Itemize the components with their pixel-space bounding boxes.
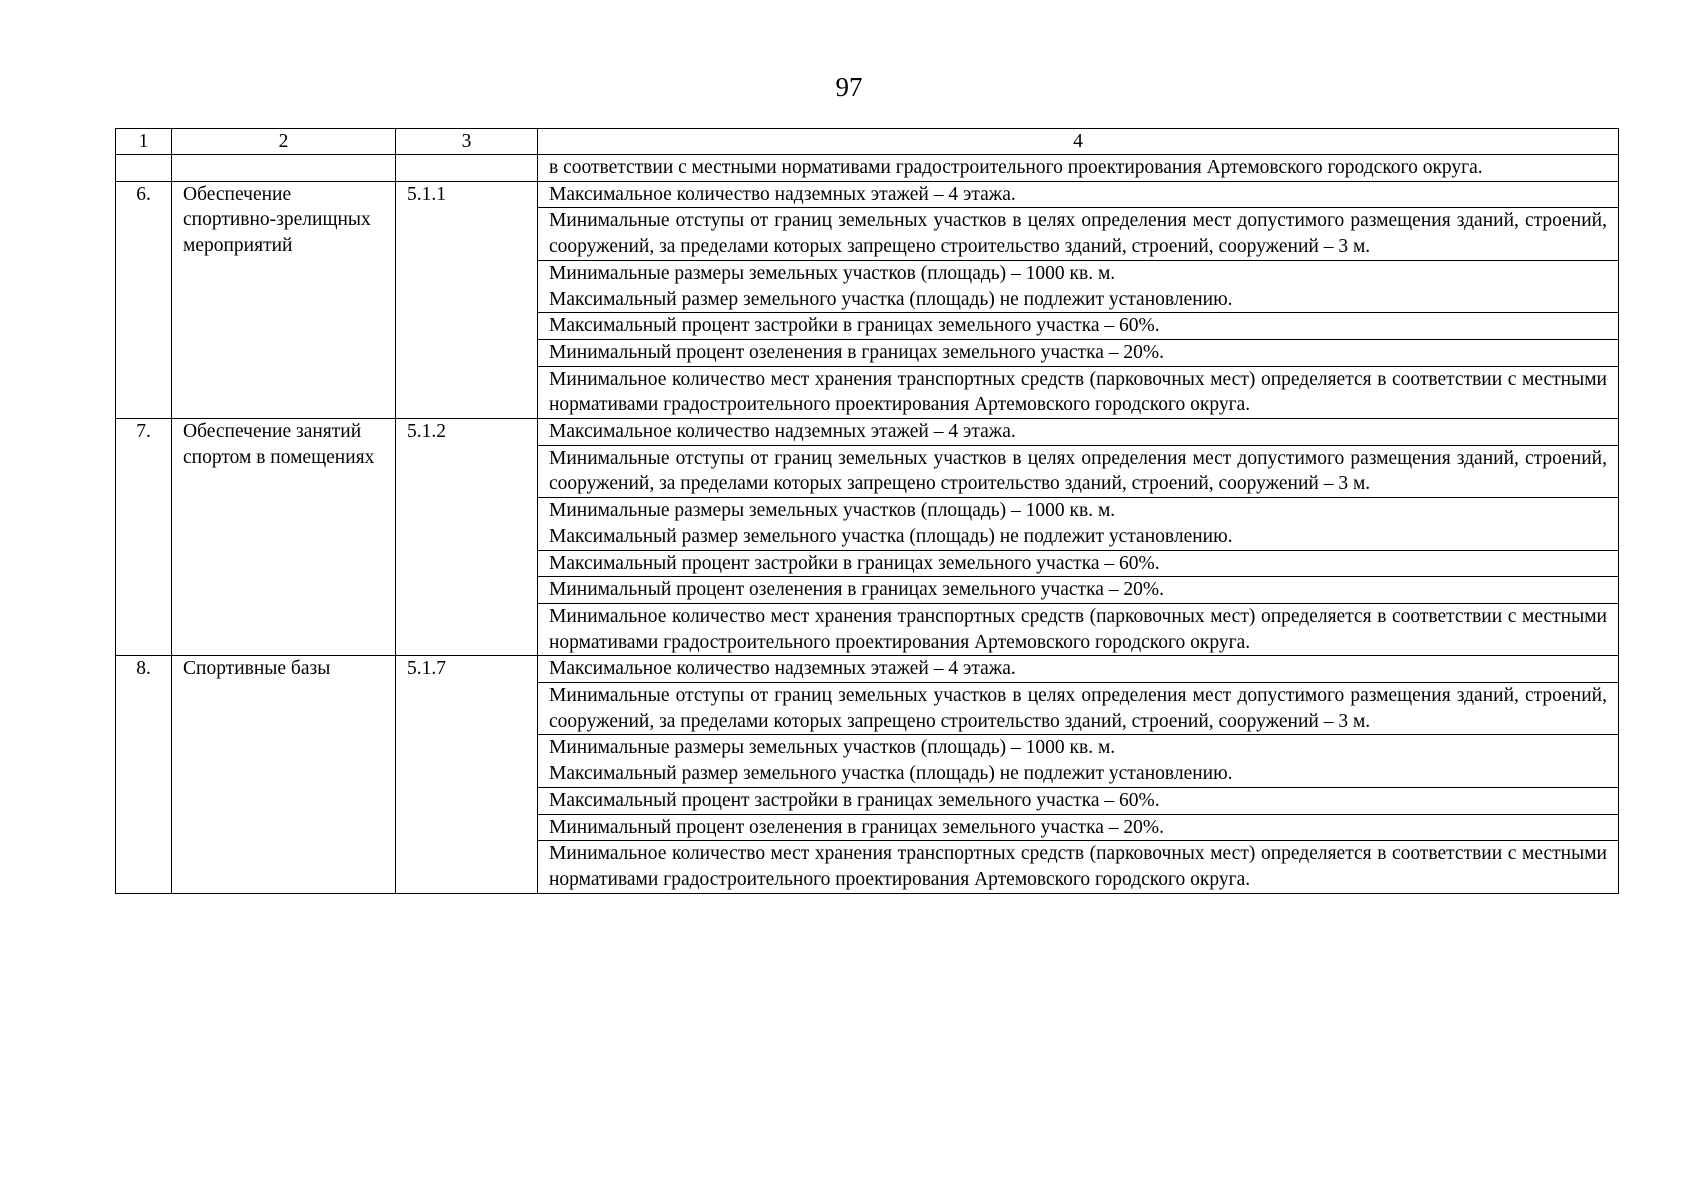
param-size-max: Максимальный размер земельного участка (площадь) не подлежит установлению. [549,763,1233,785]
row-use-name: Обеспечение занятий спортом в помещениях [172,419,396,656]
param-built: Максимальный процент застройки в границах земельного участка – 60%. [538,313,1619,340]
row-use-code: 5.1.2 [396,419,538,656]
param-size-min: Минимальные размеры земельных участков (площадь) – 1000 кв. м. [549,737,1116,759]
param-size [538,498,1619,550]
regulations-table [115,128,1619,894]
param-size-max: Максимальный размер земельного участка (площадь) не подлежит установлению. [549,525,1233,547]
row-number: 7. [116,419,172,656]
param-parking: Минимальное количество мест хранения транспортных средств (парковочных мест) определяется в соответствии с местными нормативами градостроительного проектирования Артемовского городского округа. [538,841,1619,893]
continuation-row [116,155,1619,182]
header-cell-4: 4 [538,129,1619,155]
param-floors: Максимальное количество надземных этажей – 4 этажа. [538,656,1619,683]
param-size-min: Минимальные размеры земельных участков (площадь) – 1000 кв. м. [549,262,1116,284]
row-number: 8. [116,656,172,893]
table-header-row [116,129,1619,155]
row-use-code: 5.1.1 [396,181,538,418]
table-row [116,656,1619,683]
param-built: Максимальный процент застройки в границах земельного участка – 60%. [538,787,1619,814]
param-parking: Минимальное количество мест хранения транспортных средств (парковочных мест) определяется в соответствии с местными нормативами градостроительного проектирования Артемовского городского округа. [538,366,1619,418]
row-use-name: Спортивные базы [172,656,396,893]
param-size [538,260,1619,312]
param-size-min: Минимальные размеры земельных участков (площадь) – 1000 кв. м. [549,500,1116,522]
param-parking: Минимальное количество мест хранения транспортных средств (парковочных мест) определяется в соответствии с местными нормативами градостроительного проектирования Артемовского городского округа. [538,603,1619,655]
param-size [538,735,1619,787]
continuation-num-cell [116,155,172,182]
param-setback: Минимальные отступы от границ земельных участков в целях определения мест допустимого размещения зданий, строений, сооружений, за пределами которых запрещено строительство зданий, строений, сооружений – 3 м. [538,683,1619,735]
param-green: Минимальный процент озеленения в границах земельного участка – 20%. [538,814,1619,841]
header-cell-3: 3 [396,129,538,155]
row-use-code: 5.1.7 [396,656,538,893]
table-row [116,419,1619,446]
table-row [116,181,1619,208]
param-size-max: Максимальный размер земельного участка (площадь) не подлежит установлению. [549,288,1233,310]
continuation-text: в соответствии с местными нормативами градостроительного проектирования Артемовского городского округа. [538,155,1619,182]
page-number: 97 [835,72,863,102]
continuation-code-cell [396,155,538,182]
param-green: Минимальный процент озеленения в границах земельного участка – 20%. [538,339,1619,366]
continuation-name-cell [172,155,396,182]
param-floors: Максимальное количество надземных этажей – 4 этажа. [538,419,1619,446]
param-floors: Максимальное количество надземных этажей – 4 этажа. [538,181,1619,208]
param-setback: Минимальные отступы от границ земельных участков в целях определения мест допустимого размещения зданий, строений, сооружений, за пределами которых запрещено строительство зданий, строений, сооружений – 3 м. [538,208,1619,260]
row-use-name: Обеспечение спортивно-зрелищных мероприятий [172,181,396,418]
param-green: Минимальный процент озеленения в границах земельного участка – 20%. [538,577,1619,604]
header-cell-1: 1 [116,129,172,155]
header-cell-2: 2 [172,129,396,155]
param-built: Максимальный процент застройки в границах земельного участка – 60%. [538,550,1619,577]
row-number: 6. [116,181,172,418]
param-setback: Минимальные отступы от границ земельных участков в целях определения мест допустимого размещения зданий, строений, сооружений, за пределами которых запрещено строительство зданий, строений, сооружений – 3 м. [538,445,1619,497]
